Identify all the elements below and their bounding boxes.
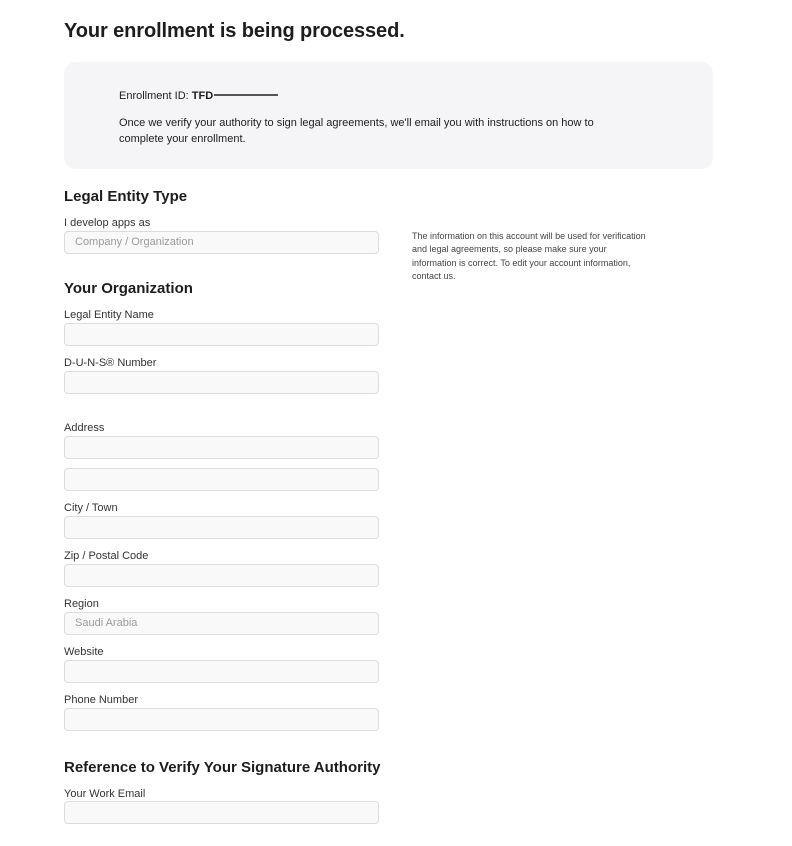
city-field[interactable]: [64, 516, 379, 539]
section-signature-reference: Reference to Verify Your Signature Authority: [64, 759, 381, 776]
enrollment-id-label: Enrollment ID:: [119, 90, 189, 102]
develop-as-label: I develop apps as: [64, 217, 151, 229]
work-email-field[interactable]: [64, 801, 379, 824]
legal-entity-name-label: Legal Entity Name: [64, 309, 154, 321]
legal-entity-name-field[interactable]: [64, 323, 379, 346]
work-email-label: Your Work Email: [64, 788, 146, 800]
account-info-text: The information on this account will be used for verification and legal agreements, so please make sure your information is correct. To edit your account information,: [412, 231, 646, 268]
zip-label: Zip / Postal Code: [64, 550, 149, 562]
account-info-note: [412, 230, 652, 283]
phone-label: Phone Number: [64, 694, 138, 706]
section-legal-entity-type: Legal Entity Type: [64, 188, 188, 205]
develop-as-field[interactable]: Company / Organization: [64, 231, 379, 254]
region-label: Region: [64, 598, 99, 610]
contact-us-link[interactable]: contact us.: [412, 270, 456, 281]
city-label: City / Town: [64, 502, 118, 514]
section-your-organization: Your Organization: [64, 280, 193, 297]
duns-number-label: D-U-N-S® Number: [64, 357, 157, 369]
region-field[interactable]: Saudi Arabia: [64, 612, 379, 635]
redaction-bar: [214, 94, 278, 96]
address-label: Address: [64, 422, 105, 434]
enrollment-message: Once we verify your authority to sign legal agreements, we'll email you with instructions on how to complete your enrollment.: [119, 117, 594, 145]
address-line1-field[interactable]: [64, 436, 379, 459]
phone-field[interactable]: [64, 708, 379, 731]
enrollment-notice: [64, 62, 713, 169]
duns-number-field[interactable]: [64, 371, 379, 394]
enrollment-id: [119, 90, 278, 102]
address-line2-field[interactable]: [64, 468, 379, 491]
zip-field[interactable]: [64, 564, 379, 587]
website-field[interactable]: [64, 660, 379, 683]
page-title: Your enrollment is being processed.: [64, 20, 405, 42]
enrollment-id-value: TFD: [191, 90, 214, 102]
website-label: Website: [64, 646, 104, 658]
